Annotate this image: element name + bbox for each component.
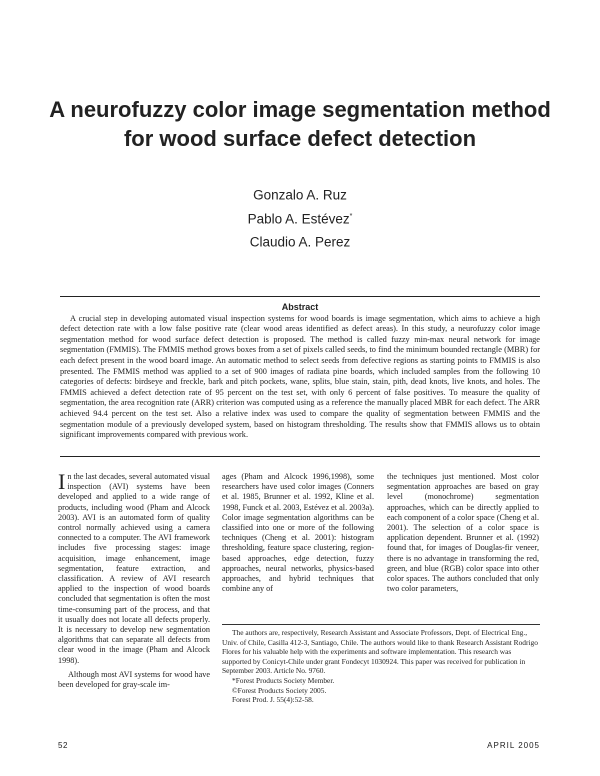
body-paragraph: Although most AVI systems for wood have been developed for gray-scale im- xyxy=(58,669,210,690)
author-mark: * xyxy=(349,212,353,220)
body-column-2 xyxy=(222,472,374,620)
author-name: Pablo A. Estévez xyxy=(247,211,350,226)
footnote-affiliation: The authors are, respectively, Research Assistant and Associate Professors, Dept. of Electrical Eng., Univ. of Chile, Casilla 412-3, Santiago, Chile. The authors would like to thank Research Assistant Rodrigo Flores for his valuable help with the experiments and software implementation. This research was supported by Conicyt-Chile under grant Fondecyt 1030924. This paper was received for publication in September 2003. Article No. 9760. xyxy=(222,628,538,676)
abstract-heading: Abstract xyxy=(281,302,319,312)
author xyxy=(200,206,400,230)
footnote-member: *Forest Products Society Member. xyxy=(232,675,335,685)
abstract-bottom-rule xyxy=(60,456,540,457)
body-paragraph: ages (Pham and Alcock 1996,1998), some researchers have used color images (Conners et al. 1985, Brunner et al. 1992, Kline et al. 1998, Funck et al. 2003, Estévez et al. 2003a). Color image segmentation algorithms can be classified into one or more of the following techniques (Cheng et al. 2001): histogram thresholding, feature space clustering, region-based approaches, edge detection, fuzzy approaches, neural networks, physics-based approaches, and hybrid techniques that combine any of xyxy=(222,472,374,594)
body-text: n the last decades, several automated visual inspection (AVI) systems have been developed and applied to a wide range of products, including wood (Pham and Alcock 2003). AVI is an automated form of quality control normally achieved using a camera connected to a computer. The AVI framework includes five processing stages: image acquisition, image enhancement, image segmentation, feature extraction, and classification. A review of AVI research applied to the inspection of wood boards concluded that segmentation is often the most time-consuming part of the process, and that it usually does not locate all defects properly. It is necessary to develop new segmentation algorithms that can separate all defects from clear wood in the image (Pham and Alcock 1998). xyxy=(58,472,210,665)
abstract-top-rule xyxy=(60,296,540,297)
author xyxy=(200,182,400,206)
body-paragraph: the techniques just mentioned. Most color segmentation approaches are based on gray level (monochrome) segmentation approaches, which can be directly applied to each component of a color space (Cheng et al. 2001). The selection of a color space is application dependent. Brunner et al. (1992) found that, for images of Douglas-fir veneer, there is no advantage in transforming the red, green, and blue (RGB) color space into other color spaces. The authors concluded that only two color parameters, xyxy=(387,472,539,594)
body-column-1 xyxy=(58,469,210,762)
author-name: Gonzalo A. Ruz xyxy=(253,187,347,203)
abstract-section xyxy=(60,302,540,441)
author-footnote xyxy=(222,624,540,705)
drop-cap: I xyxy=(58,469,66,494)
body-paragraph xyxy=(58,469,210,666)
page-number: 52 xyxy=(58,741,68,750)
footnote-copyright: ©Forest Products Society 2005. xyxy=(232,685,327,695)
paper-title: A neurofuzzy color image segmentation method for wood surface defect detection xyxy=(49,97,551,151)
author-name: Claudio A. Perez xyxy=(249,234,351,250)
footnote-citation: Forest Prod. J. 55(4):52-58. xyxy=(232,695,314,705)
author xyxy=(200,229,400,253)
abstract-text: A crucial step in developing automated visual inspection systems for wood boards is image segmentation, which aims to achieve a high defect detection rate with a low false positive rate (clear wood areas identified as defect areas). In this study, a neurofuzzy color image segmentation method for wood surface defect detection is proposed. The method is called fuzzy min-max neural network for image segmentation (FMMIS). The FMMIS method grows boxes from a set of pixels called seeds, to find the minimum bounded rectangle (MBR) for each defect present in the wood board image. An automatic method to select seeds from defective regions as starting points to FMMIS is also presented. The FMMIS method was applied to a set of 900 images of radiata pine boards, which included samples from the following 10 categories of defects: birdseye and freckle, bark and pitch pockets, wane, splits, blue stain, stain, pith, dead knots, live knots, and holes. The FMMIS achieved a defect detection rate of 95 percent on the test set, with only 6 percent of false positives. To measure the quality of segmentation, the area recognition rate (ARR) criterion was computed using as a reference the manually placed MBR for each defect. The ARR achieved 94.4 percent on the test set. Also a relative index was used to compare the quality of segmentation between FMMIS and the segmentation module of a previously developed system, based on histogram thresholding. The results show that FMMIS allows us to obtain significant improvements compared with previous work. xyxy=(60,313,540,440)
issue-date: APRIL 2005 xyxy=(487,741,540,750)
author-list xyxy=(200,182,400,253)
body-column-3 xyxy=(387,472,539,620)
